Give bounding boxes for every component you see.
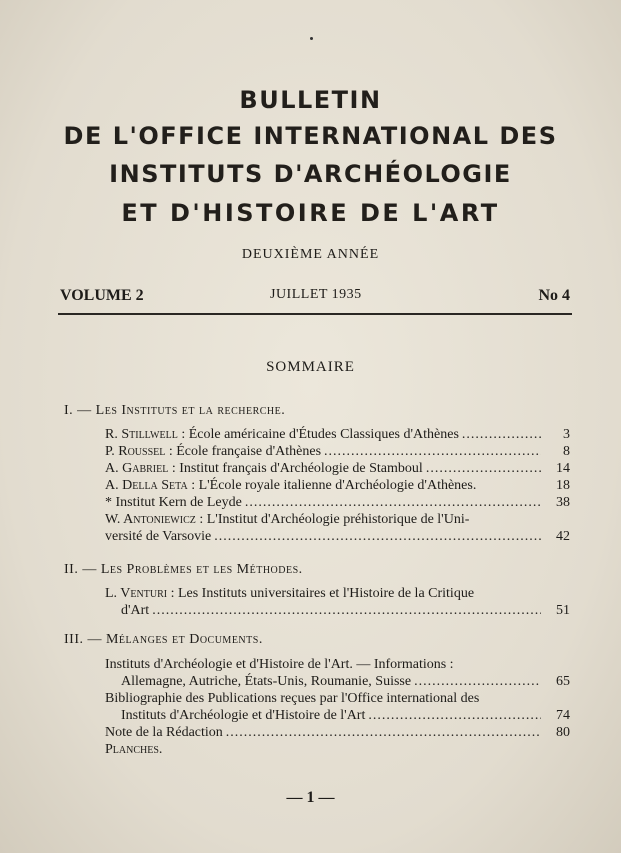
dot-leader [214,528,541,545]
title-line-1: BULLETIN [239,86,382,114]
toc-entry [105,724,570,741]
issue-date: JUILLET 1935 [270,287,362,302]
entry-title: : L'Institut d'Archéologie préhistorique de l'Uni- [195,512,470,527]
volume-label: VOLUME 2 [60,287,144,304]
entry-author: W. Antoniewicz [105,512,196,527]
entry-author: P. Roussel [105,444,166,459]
issue-number: No 4 [538,287,570,304]
dot-leader [152,602,541,619]
entry-title: Bibliographie des Publications reçues par l'Office international des [105,691,480,706]
section-heading-2: II. — Les Problèmes et les Méthodes. [64,562,303,577]
dot-leader [245,494,541,511]
toc-entry [105,443,570,460]
page-number: — 1 — [286,789,335,806]
contents-title: SOMMAIRE [266,359,355,375]
entry-title: Planches. [105,742,163,757]
entry-title: : École française d'Athènes [165,444,322,459]
volume-row [60,287,570,307]
entry-author: A. Gabriel [105,461,169,476]
entry-page: 8 [563,444,570,459]
section-heading-3: III. — Mélanges et Documents. [64,632,263,647]
toc-entry [105,741,570,758]
section-heading-1: I. — Les Instituts et la recherche. [64,403,286,418]
dot-leader [462,426,541,443]
dot-leader [414,673,541,690]
entry-page: 74 [556,708,570,723]
entry-page: 3 [563,427,570,442]
entry-title: : L'École royale italienne d'Archéologie d'Athènes. [187,478,477,493]
dot-leader [426,460,541,477]
entry-title: : Les Instituts universitaires et l'Histoire de la Critique [167,586,475,601]
toc-entry-continued [105,602,570,619]
entry-page: 80 [556,725,570,740]
title-line-2: DE L'OFFICE INTERNATIONAL DES [63,122,558,150]
section-2-entries [105,585,570,619]
dot-leader [226,724,541,741]
toc-entry [105,690,570,707]
entry-title-cont: d'Art [121,603,150,618]
dot-leader [324,443,541,460]
toc-entry [105,477,570,494]
entry-author: L. Venturi [105,586,168,601]
toc-entry [105,585,570,602]
toc-entry [105,511,570,528]
toc-entry [105,494,570,511]
entry-title: : École américaine d'Études Classiques d'Athènes [177,427,459,442]
toc-entry [105,656,570,673]
entry-title-cont: versité de Varsovie [105,529,212,544]
entry-page: 51 [556,603,570,618]
entry-page: 38 [556,495,570,510]
title-line-3: INSTITUTS D'ARCHÉOLOGIE [109,160,512,188]
dot-leader [368,707,541,724]
entry-title-cont: Allemagne, Autriche, États-Unis, Roumanie, Suisse [121,674,412,689]
toc-entry-continued [105,707,570,724]
entry-page: 65 [556,674,570,689]
ink-dot [310,37,313,40]
section-1-entries [105,426,570,545]
entry-page: 14 [556,461,570,476]
entry-author: A. Della Seta [105,478,188,493]
entry-author: R. Stillwell [105,427,178,442]
toc-entry [105,460,570,477]
entry-page: 42 [556,529,570,544]
toc-entry-continued [105,528,570,545]
title-line-4: ET D'HISTOIRE DE L'ART [121,199,500,227]
entry-page: 18 [556,478,570,493]
year-label: DEUXIÈME ANNÉE [241,247,380,262]
entry-title: : Institut français d'Archéologie de Stamboul [168,461,423,476]
toc-entry [105,426,570,443]
entry-title: Instituts d'Archéologie et d'Histoire de l'Art. — Informations : [105,657,454,672]
toc-entry-continued [105,673,570,690]
entry-title: Note de la Rédaction [105,725,223,740]
header-rule [58,313,572,315]
section-3-entries [105,656,570,758]
entry-title: * Institut Kern de Leyde [105,495,242,510]
entry-title-cont: Instituts d'Archéologie et d'Histoire de l'Art [121,708,366,723]
